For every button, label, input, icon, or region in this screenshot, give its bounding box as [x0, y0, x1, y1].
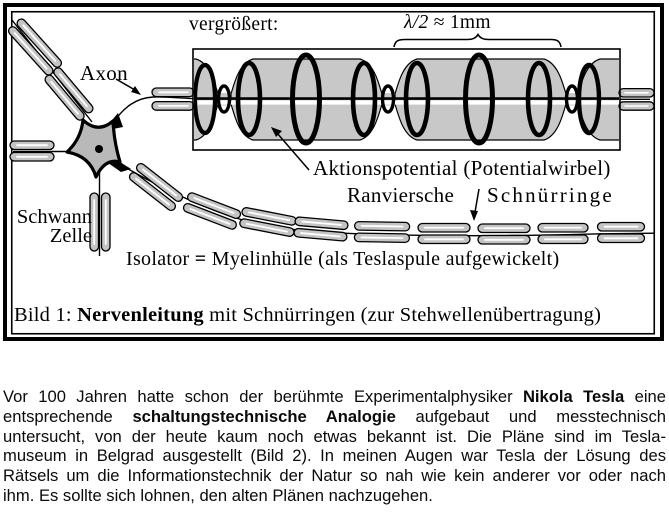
soma-nucleus: [95, 145, 103, 153]
myelin-segment: [478, 224, 530, 244]
paragraph-line: entsprechende schaltungstechnische Analogie aufgebaut und messtechnisch: [3, 406, 666, 426]
schwann-zelle-label: Schwann Zelle: [16, 206, 92, 247]
schnuerringe-label: Schnürringe: [487, 183, 614, 207]
paragraph-line: untersucht, von der heute kaum noch etwas bekannt ist. Die Pläne sind im Tesla-: [3, 426, 666, 446]
body-text: [3, 387, 666, 506]
paragraph-line: Vor 100 Jahren hatte schon der berühmte Experimentalphysiker Nikola Tesla eine: [3, 387, 666, 406]
paragraph-line: ihm. Es sollte sich lohnen, den alten Plänen nachzugehen.: [3, 485, 433, 505]
axon-exit-tube: [619, 89, 654, 111]
inset-enlarged-axon: [60, 49, 669, 150]
lambda-label: λ/2 ≈ 1mm: [404, 12, 491, 33]
myelin-segment: [354, 222, 409, 243]
myelin-segment: [239, 207, 297, 237]
lambda-brace: [394, 35, 561, 48]
myelin-segment: [294, 217, 349, 242]
myelin-segment: [7, 17, 63, 76]
aktionspotential-label: Aktionspotential (Potentialwirbel): [313, 156, 611, 180]
paragraph-line: museum in Belgrad ausgestellt (Bild 2). In meinen Augen war Tesla der Lösung des: [3, 446, 666, 466]
myelin-segment: [598, 223, 645, 243]
axon-entry-tube: [152, 88, 194, 110]
schnuerringe-arrow: [475, 189, 479, 212]
isolator-label: Isolator = Myelinhülle (als Teslaspule aufgewickelt): [126, 248, 560, 270]
myelin-segment: [538, 224, 588, 244]
axon-label: Axon: [80, 61, 128, 85]
neuron-soma: [67, 113, 131, 177]
myelin-segment: [418, 224, 470, 244]
myelin-segment: [182, 192, 241, 231]
myelin-segment: [128, 162, 184, 212]
figure-caption: Bild 1: Nervenleitung mit Schnürringen (zur Stehwellenübertragung): [14, 304, 602, 326]
vergroessert-label: vergrößert:: [189, 14, 279, 35]
paragraph-line: Rätsels um die Informationstechnik der Natur so nah wie kein anderer vor oder nach: [3, 466, 666, 486]
ranviersche-label: Ranviersche: [347, 183, 455, 207]
